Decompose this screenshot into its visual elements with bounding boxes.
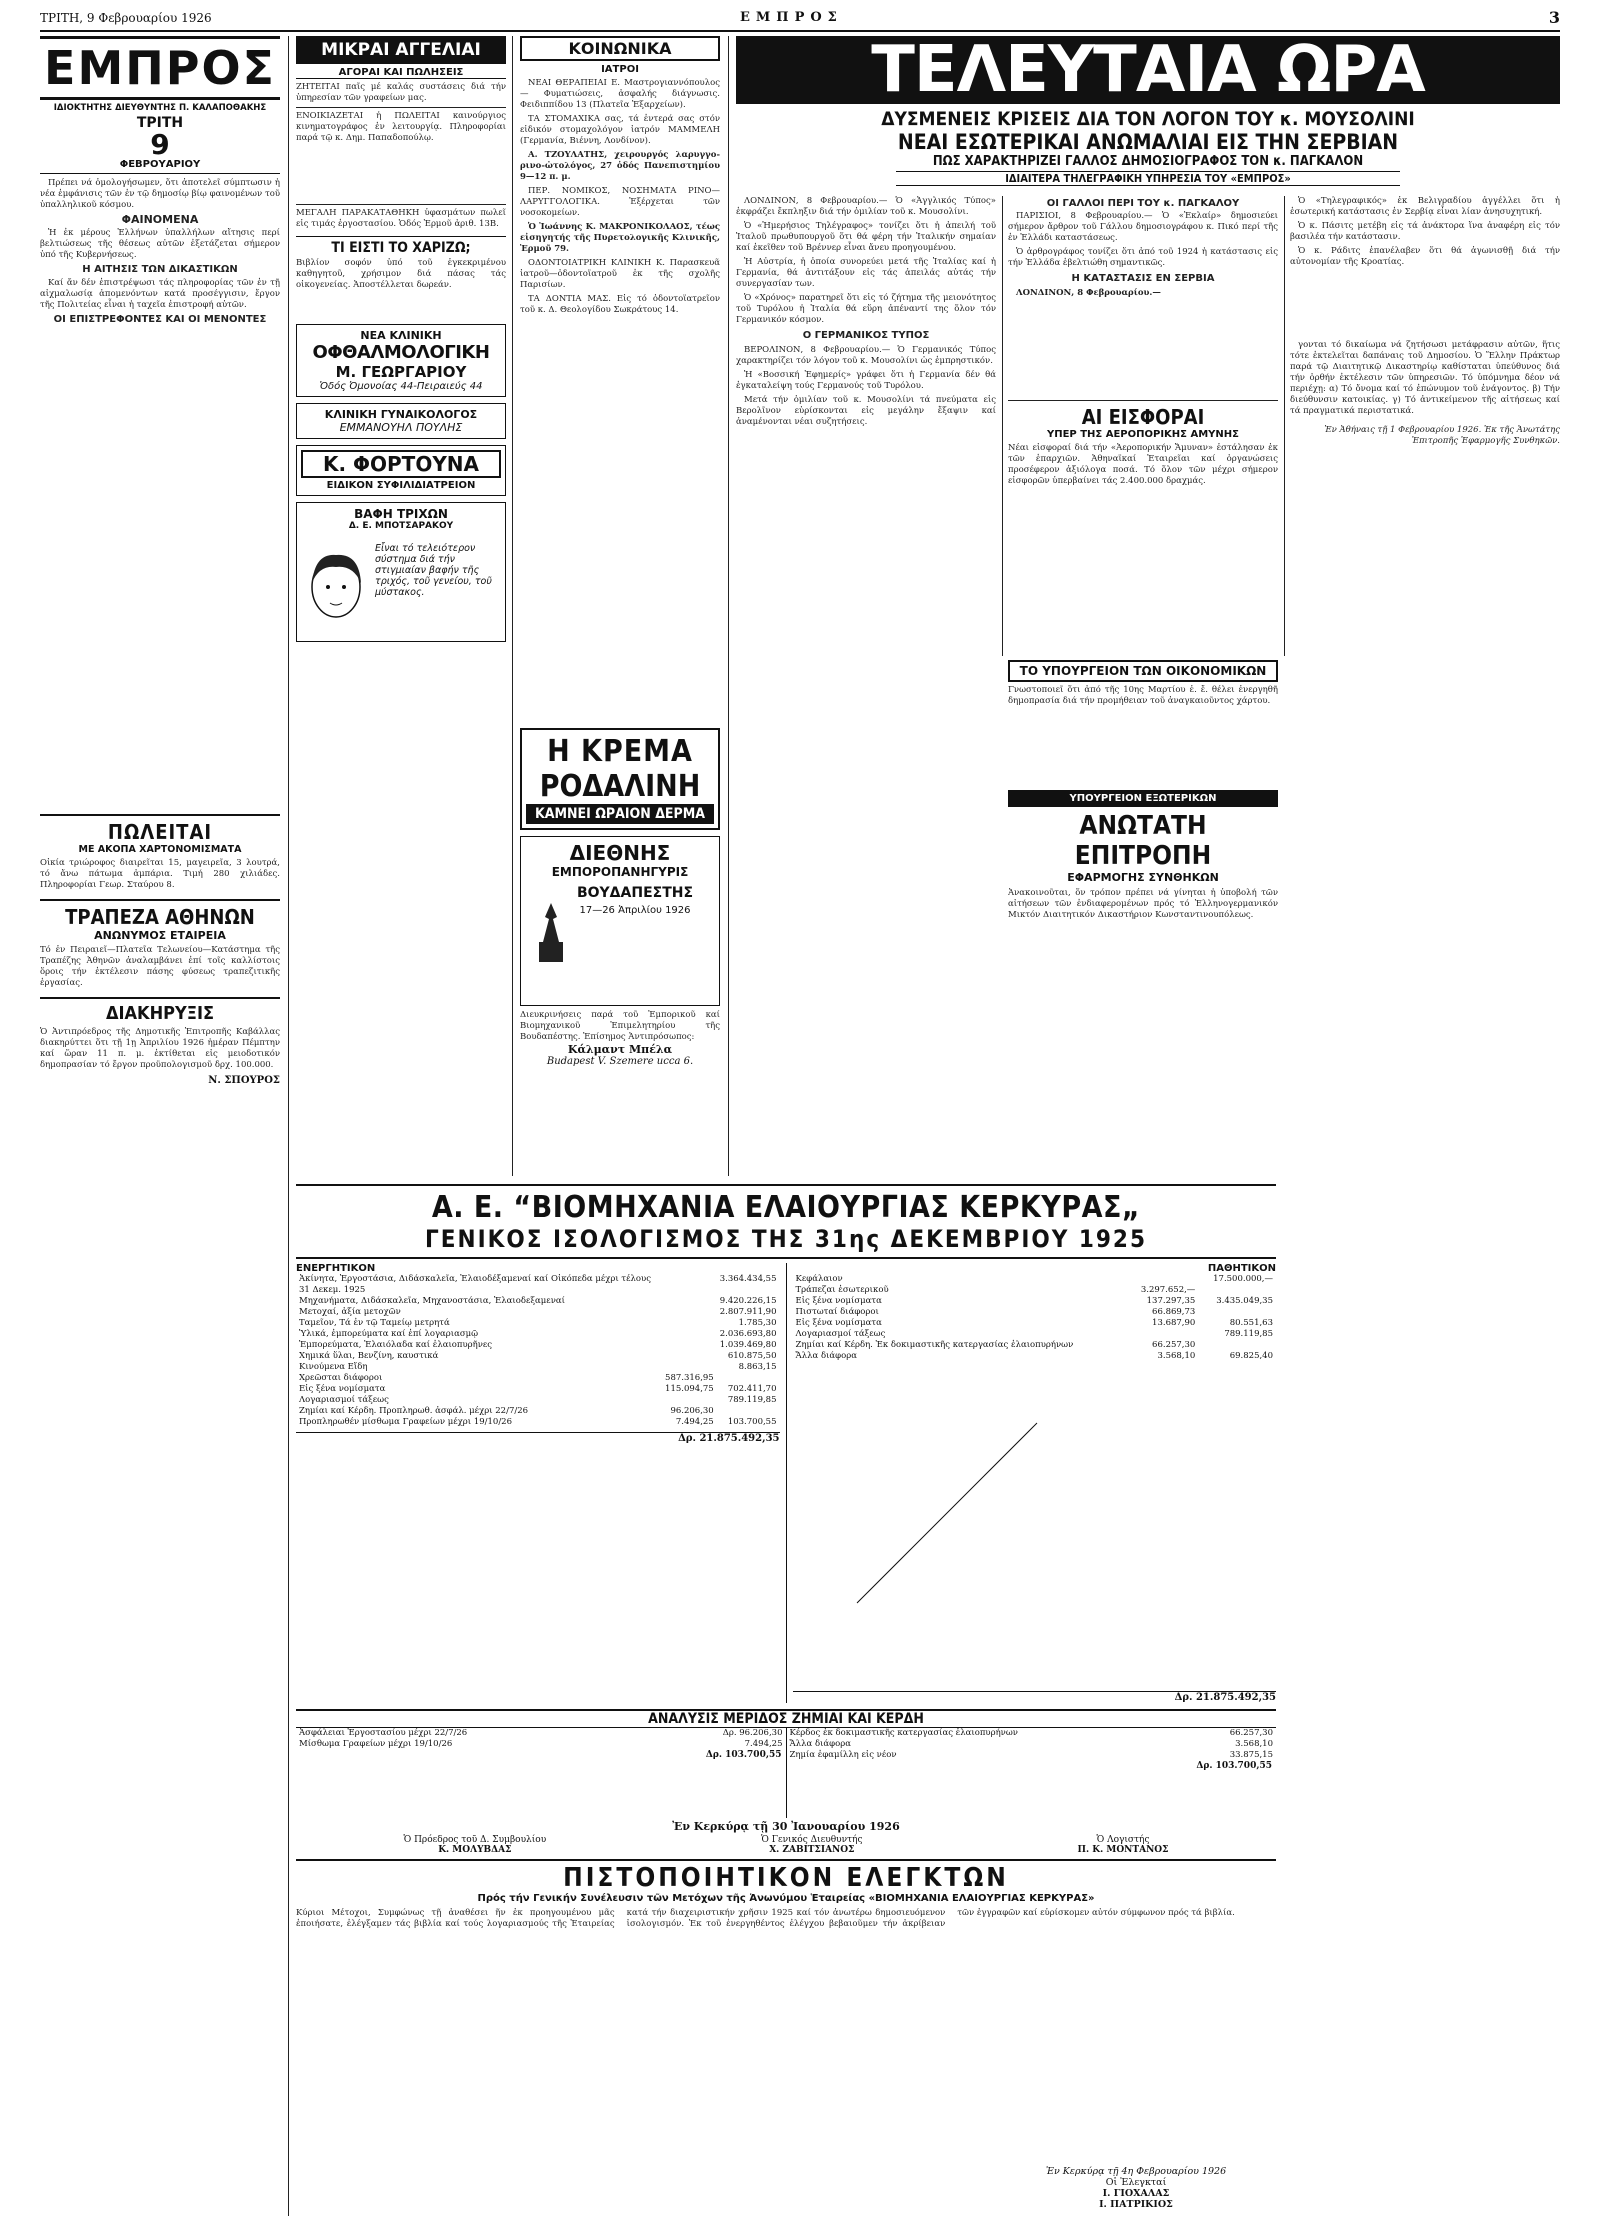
classified-item: ΕΝΟΙΚΙΑΖΕΤΑΙ ἡ ΠΩΛΕΙΤΑΙ καινούργιος κινηματογράφος ἐν λειτουργίᾳ. Πληροφορίαι παρά τῷ κ. Δημ. Παπαδοπούλῳ. — [296, 111, 506, 143]
budapest-fair-ad — [520, 836, 720, 1006]
asset-amount — [662, 1274, 717, 1296]
social-section: ΙΑΤΡΟΙ — [601, 64, 639, 75]
liability-label: Εἰς ξένα νομίσματα — [795, 1296, 882, 1306]
asset-amount: 8.863,15 — [738, 1362, 777, 1372]
page-number: 3 — [1548, 8, 1560, 27]
liability-amount: 80.551,63 — [1229, 1318, 1273, 1328]
bank-text: Τό ἐν Πειραιεῖ—Πλατεῖα Τελωνείου—Κατάστημα τῆς Τραπέζης Ἀθηνῶν ἀναλαμβάνει ἐπί τοῖς καλλίστοις ὅροις τήν ἐκτέλεσιν πάσης φύσεως τραπεζιτικῆς ἐργασίας. — [40, 945, 280, 988]
liability-amount: 17.500.000,— — [1213, 1274, 1273, 1284]
news-paragraph: ΒΕΡΟΛΙΝΟΝ, 8 Φεβρουαρίου.— Ὁ Γερμανικός Τύπος χαρακτηρίζει τόν λόγον τοῦ κ. Μουσολίνι ὡς ἐμπρηστικόν. — [736, 345, 996, 366]
right-column-text — [1290, 340, 1560, 2216]
liability-row — [793, 1340, 1277, 1351]
liability-label: Πιστωταί διάφοροι — [795, 1307, 879, 1317]
headline-serbia: ΝΕΑΙ ΕΣΩΤΕΡΙΚΑΙ ΑΝΩΜΑΛΙΑΙ ΕΙΣ ΤΗΝ ΣΕΡΒΙΑΝ — [897, 130, 1399, 154]
editorial-paragraph: Πρέπει νά ὁμολογήσωμεν, ὅτι ἀποτελεῖ σύμπτωσιν ἡ νέα ἐμφάνισις τῶν ἐν τῷ δημοσίῳ βίῳ φαινομένων τοῦ ὑπαλληλικοῦ κόσμου. — [40, 178, 280, 210]
cert-auditor: Ι. ΠΑΤΡΙΚΙΟΣ — [1099, 2199, 1173, 2210]
fair-line-1: ΔΙΕΘΝΗΣ — [569, 841, 671, 865]
analysis-right-amount: 66.257,30 — [1229, 1728, 1273, 1738]
signatory-role: Ὁ Πρόεδρος τοῦ Δ. Συμβουλίου — [403, 1835, 547, 1845]
asset-row — [296, 1362, 780, 1373]
bank-notice — [40, 899, 280, 989]
doctor-notice: ΤΑ ΔΟΝΤΙΑ ΜΑΣ. Εἰς τό ὀδοντοϊατρεῖον τοῦ κ. Δ. Θεολογίδου Σωκράτους 14. — [520, 294, 720, 315]
headline-telegraph: ΙΔΙΑΙΤΕΡΑ ΤΗΛΕΓΡΑΦΙΚΗ ΥΠΗΡΕΣΙΑ ΤΟΥ «ΕΜΠΡΟΣ» — [896, 171, 1400, 186]
news-paragraph: Ὁ «Τηλεγραφικός» ἐκ Βελιγραδίου ἀγγέλλει ὅτι ἡ ἐσωτερική κατάστασις ἐν Σερβίᾳ εἶναι λίαν ἀνησυχητική. — [1290, 196, 1560, 217]
asset-row — [296, 1274, 780, 1296]
polleitai-text: Οἰκία τριώροφος διαιρεῖται 15, μαγειρεῖα, 3 λουτρά, τό ἄνω πάτωμα ἀμπάρια. Τιμή 280 χιλιάδες. Πληροφορίαι Γεωρ. Σταύρου 8. — [40, 858, 280, 890]
liability-label: Ζημίαι καί Κέρδη. Ἐκ δοκιμαστικῆς κατεργασίας ἐλαιοπυρήνων — [795, 1340, 1074, 1350]
committee-text: Ἀνακοινοῦται, ὅν τρόπον πρέπει νά γίνηται ἡ ὑποβολή τῶν αἰτήσεων τῶν ἐνδιαφερομένων πρός τό Ἑλληνογερμανικόν Μικτόν Διαιτητικόν Δικαστήριον Κωνσταντινουπόλεως. — [1008, 888, 1278, 920]
asset-amount — [717, 1373, 780, 1384]
cert-text: Κύριοι Μέτοχοι, Συμφώνως τῇ ἀναθέσει ἥν ἐκ προηγουμένου μᾶς ἐποιήσατε, ἐλέγξαμεν τάς βιβλία καί τούς λογαριασμούς τῆς Ἑταιρείας κατά τήν διαχειριστικήν χρῆσιν 1925 καί τόν ἀνωτέρω δημοσιευόμενον ἰσολογισμόν. Ἐκ τοῦ ἐνεργηθέντος ἐλέγχου βεβαιοῦμεν τήν ἀκρίβειαν τῶν ἐγγραφῶν καί εὑρίσκομεν αὐτόν σύμφωνον πρός τά βιβλία. — [296, 1908, 1235, 1929]
analysis-right-amount: 33.875,15 — [1229, 1750, 1273, 1760]
asset-amount: 96.206,30 — [670, 1406, 714, 1416]
liability-label: Λογαριασμοί τάξεως — [795, 1329, 886, 1339]
signatory-role: Ὁ Γενικός Διευθυντής — [761, 1835, 863, 1845]
dye-brand: Δ. Ε. ΜΠΟΤΣΑΡΑΚΟΥ — [348, 521, 454, 531]
liabilities-table — [793, 1274, 1277, 1362]
cert-auditors-label: Οἱ Ἐλεγκταί — [1105, 2177, 1167, 2188]
asset-label: Ὑλικά, ἐμπορεύματα καί ἐπί λογαριασμῷ — [299, 1329, 479, 1339]
liability-row — [793, 1307, 1277, 1318]
corfu-title: Α. Ε. “ΒΙΟΜΗΧΑΝΙΑ ΕΛΑΙΟΥΡΓΙΑΣ ΚΕΡΚΥΡΑΣ„ — [296, 1184, 1276, 1225]
liability-amount: 69.825,40 — [1229, 1351, 1273, 1361]
editorial-paragraph: Καί ἄν δέν ἐπιστρέψωσι τάς πληροφορίας τῶν ἐν τῇ αἰχμαλωσίᾳ ἀπομενόντων κατά προσέγγισιν, ἔργον τῆς Πολιτείας εἶναι ἡ ταχεῖα ἐπιστροφή αὐτῶν. — [40, 278, 280, 310]
paper-name: ΕΜΠΡΟΣ — [740, 10, 843, 25]
masthead-month: ΦΕΒΡΟΥΑΡΙΟΥ — [40, 159, 280, 174]
signatory — [761, 1835, 862, 1855]
news-col-3 — [1290, 196, 1560, 326]
liability-amount — [1198, 1285, 1276, 1296]
classified-item: ΜΕΓΑΛΗ ΠΑΡΑΚΑΤΑΘΗΚΗ ὑφασμάτων πωλεῖ εἰς τιμάς ἐργοστασίου. Ὁδός Ἑρμοῦ ἀριθ. 13Β. — [296, 208, 506, 229]
social-title: ΚΟΙΝΩΝΙΚΑ — [520, 36, 720, 61]
liability-amount: 3.568,10 — [1157, 1351, 1196, 1361]
maternity-title: ΚΛΙΝΙΚΗ ΓΥΝΑΙΚΟΛΟΓΟΣ — [324, 408, 478, 421]
editorial — [40, 178, 280, 808]
serbia-dateline: ΛΟΝΔΙΝΟΝ, 8 Φεβρουαρίου.— — [1016, 288, 1161, 298]
finance-title: ΤΟ ΥΠΟΥΡΓΕΙΟΝ ΤΩΝ ΟΙΚΟΝΟΜΙΚΩΝ — [1008, 660, 1278, 682]
issue-date: ΤΡΙΤΗ, 9 Φεβρουαρίου 1926 — [40, 11, 212, 25]
news-col-1 — [736, 196, 996, 656]
dye-title: ΒΑΦΗ ΤΡΙΧΩΝ — [354, 507, 448, 521]
clinic-doctor: Μ. ΓΕΩΡΓΑΡΙΟΥ — [335, 363, 467, 381]
asset-amount — [717, 1406, 780, 1417]
asset-row — [296, 1384, 780, 1395]
asset-row — [296, 1406, 780, 1417]
running-header — [40, 8, 1560, 32]
asset-amount — [662, 1329, 717, 1340]
german-press-subhead: Ο ΓΕΡΜΑΝΙΚΟΣ ΤΥΠΟΣ — [802, 330, 930, 341]
asset-label: Εἰς ξένα νομίσματα — [299, 1384, 386, 1394]
asset-label: Ζημίαι καί Κέρδη. Προπληρωθ. ἀσφάλ. μέχρι 22/7/26 — [299, 1406, 529, 1416]
divider — [296, 204, 506, 205]
assets-label: ΕΝΕΡΓΗΤΙΚΟΝ — [296, 1263, 376, 1274]
editor-line: ΙΔΙΟΚΤΗΤΗΣ ΔΙΕΥΘΥΝΤΗΣ Π. ΚΑΛΑΠΟΘΑΚΗΣ — [53, 103, 267, 113]
liability-amount — [1127, 1274, 1198, 1285]
analysis-right-row — [787, 1739, 1277, 1750]
signatory-name: Χ. ΖΑΒΙΤΣΙΑΝΟΣ — [769, 1845, 855, 1855]
asset-amount: 2.807.911,90 — [719, 1307, 777, 1317]
asset-amount — [662, 1340, 717, 1351]
masthead-day: ΤΡΙΤΗ — [136, 115, 184, 131]
doctor-notice: Α. ΤΖΟΥΛΑΤΗΣ, χειρουργός λαρυγγο-ρινο-ὠτολόγος, 27 ὁδός Πανεπιστημίου 9—12 π. μ. — [520, 150, 720, 182]
liabilities-side — [787, 1263, 1277, 1703]
asset-row — [296, 1307, 780, 1318]
analysis-right-label: Ζημία ἐφαμίλλη εἰς νέον — [789, 1750, 897, 1760]
cert-date: Ἐν Κερκύρᾳ τῇ 4η Φεβρουαρίου 1926 — [1045, 2166, 1227, 2177]
asset-row — [296, 1340, 780, 1351]
fortouna-sub: ΕΙΔΙΚΟΝ ΣΥΦΙΛΙΔΙΑΤΡΕΙΟΝ — [326, 480, 476, 491]
analysis-left-amount: 7.494,25 — [744, 1739, 783, 1749]
asset-amount — [662, 1395, 717, 1406]
asset-row — [296, 1351, 780, 1362]
cert-to: Πρός τήν Γενικήν Συνέλευσιν τῶν Μετόχων τῆς Ἀνωνύμου Ἑταιρείας «ΒΙΟΜΗΧΑΝΙΑ ΕΛΑΙΟΥΡΓΙΑΣ ΚΕΡΚΥΡΑΣ» — [477, 1893, 1095, 1904]
analysis-left-label: Ἀσφάλειαι Ἐργοστασίου μέχρι 22/7/26 — [299, 1728, 468, 1738]
asset-amount: 587.316,95 — [665, 1373, 714, 1383]
gift-title: ΤΙ ΕΙΣΤΙ ΤΟ ΧΑΡΙΖΩ; — [296, 236, 506, 256]
asset-row — [296, 1373, 780, 1384]
liability-amount — [1198, 1307, 1276, 1318]
asset-amount: 9.420.226,15 — [719, 1296, 777, 1306]
news-paragraph: Ὁ ἀρθρογράφος τονίζει ὅτι ἀπό τοῦ 1924 ἡ κατάστασις εἰς τήν Ἑλλάδα ἐβελτιώθη σημαντικῶς. — [1008, 247, 1278, 268]
news-paragraph: Ὁ «Χρόνος» παρατηρεῖ ὅτι εἰς τό ζήτημα τῆς μειονότητος τοῦ Τυρόλου ἡ Ἰταλία θά εὕρη ἀπέναντί της ὅλον τόν Γερμανικόν κόσμον. — [736, 293, 996, 325]
classified-item: ΖΗΤΕΙΤΑΙ παῖς μέ καλάς συστάσεις διά τήν ὑπηρεσίαν τῶν γραφείων μας. — [296, 82, 506, 103]
news-paragraph: Ὁ κ. Πάσιτς μετέβη εἰς τά ἀνάκτορα ἵνα ἀναφέρη εἰς τόν βασιλέα τήν κατάστασιν. — [1290, 221, 1560, 242]
asset-amount — [662, 1362, 717, 1373]
asset-amount: 115.094,75 — [665, 1384, 714, 1394]
committee-title: ΑΝΩΤΑΤΗ ΕΠΙΤΡΟΠΗ — [1074, 811, 1212, 871]
asset-amount — [662, 1351, 717, 1362]
assets-table — [296, 1274, 780, 1428]
headline-mussolini: ΔΥΣΜΕΝΕΙΣ ΚΡΙΣΕΙΣ ΔΙΑ ΤΟΝ ΛΟΓΟΝ ΤΟΥ κ. ΜΟΥΣΟΛΙΝΙ — [881, 108, 1415, 130]
cream-line-1: Η ΚΡΕΜΑ — [547, 734, 693, 769]
assets-side — [296, 1263, 787, 1703]
news-paragraph: Ἡ Αὐστρία, ἡ ὁποία συνορεύει μετά τῆς Ἰταλίας καί ἡ Γερμανία, θά ἀντιτάξουν εἰς τάς ἀπειλάς αὐτάς τήν συνεργασίαν των. — [736, 257, 996, 289]
liabilities-total: Δρ. 21.875.492,35 — [793, 1691, 1277, 1703]
editorial-subhead: ΟΙ ΕΠΙΣΤΡΕΦΟΝΤΕΣ ΚΑΙ ΟΙ ΜΕΝΟΝΤΕΣ — [53, 314, 267, 325]
analysis-right-row — [787, 1728, 1277, 1739]
liability-row — [793, 1296, 1277, 1307]
aviation-subtitle: ΥΠΕΡ ΤΗΣ ΑΕΡΟΠΟΡΙΚΗΣ ΑΜΥΝΗΣ — [1046, 429, 1239, 440]
news-paragraph: Ὁ «Ἡμερήσιος Τηλέγραφος» τονίζει ὅτι ἡ ἀπειλή τοῦ Ἰταλοῦ πρωθυπουργοῦ ὅτι θά φέρη τήν Ἰταλικήν σημαίαν καί ἐκεῖθεν τοῦ Βρέννερ εἶναι ἄνευ προηγουμένου. — [736, 221, 996, 253]
liability-row — [793, 1329, 1277, 1340]
bank-subtitle: ΑΝΩΝΥΜΟΣ ΕΤΑΙΡΕΙΑ — [94, 929, 226, 942]
asset-label: Μηχανήματα, Διδάσκαλεῖα, Μηχανοστάσια, Ἐλαιοδεξαμεναί — [299, 1296, 565, 1306]
asset-label: Χρεῶσται διάφοροι — [299, 1373, 383, 1383]
cert-signature-block — [1006, 2166, 1266, 2210]
asset-amount — [662, 1307, 717, 1318]
doctor-notice: ΝΕΑΙ ΘΕΡΑΠΕΙΑΙ Ε. Μαστρογιαννόπουλος — Φυματιώσεις, ἀσφαλής διάγνωσις. Φειδιππίδου 13 (Πλατεῖα Ἐξαρχείων). — [520, 78, 720, 110]
finance-ministry-notice — [1008, 660, 1278, 780]
liability-amount: 3.435.049,35 — [1216, 1296, 1273, 1306]
eye-clinic-ad — [296, 324, 506, 397]
liability-label: Τράπεζαι ἐσωτερικοῦ — [795, 1285, 889, 1295]
clinic-address: Ὁδός Ὀμονοίας 44-Πειραιεύς 44 — [319, 381, 483, 392]
analysis-tables — [296, 1728, 1276, 1818]
liability-amount: 137.297,35 — [1146, 1296, 1196, 1306]
social-column — [520, 36, 720, 1176]
asset-amount — [662, 1296, 717, 1307]
diakiryxis-notice — [40, 997, 280, 1086]
analysis-left-amount: Δρ. 96.206,30 — [722, 1728, 783, 1738]
signatory-name: Π. Κ. ΜΟΝΤΑΝΟΣ — [1077, 1845, 1169, 1855]
cert-auditor: Ι. ΓΙΟΧΑΛΑΣ — [1102, 2188, 1170, 2199]
asset-label: Λογαριασμοί τάξεως — [299, 1395, 389, 1405]
committee-box: ΥΠΟΥΡΓΕΙΟΝ ΕΞΩΤΕΡΙΚΩΝ — [1008, 790, 1278, 807]
liability-label: Εἰς ξένα νομίσματα — [795, 1318, 882, 1328]
asset-row — [296, 1329, 780, 1340]
headline-pangalos: ΠΩΣ ΧΑΡΑΚΤΗΡΙΖΕΙ ΓΑΛΛΟΣ ΔΗΜΟΣΙΟΓΡΑΦΟΣ ΤΟΝ κ. ΠΑΓΚΑΛΟΝ — [932, 154, 1364, 169]
signatories — [296, 1835, 1276, 1855]
balance-filler-line — [847, 1413, 1047, 1613]
asset-amount: 3.364.434,55 — [719, 1274, 777, 1284]
asset-label: Ἀκίνητα, Ἐργοστάσια, Διδάσκαλεῖα, Ἐλαιοδέξαμεναί καί Οἰκόπεδα μέχρι τέλους 31 Δεκεμ. 1925 — [299, 1274, 651, 1295]
cream-line-2: ΡΟΔΑΛΙΝΗ — [539, 769, 701, 804]
asset-row — [296, 1417, 780, 1428]
budapest-address: Budapest V. Szemere ucca 6. — [546, 1056, 694, 1067]
analysis-left — [296, 1728, 787, 1818]
analysis-right-row — [787, 1750, 1277, 1761]
continuation-text: γονται τό δικαίωμα νά ζητήσωσι μετάφρασιν αὐτῶν, ἥτις τότε ἐκτελεῖται δαπάναις τοῦ Δημοσίου. Ὁ Ἕλλην Πράκτωρ παρά τῷ Διαιτητικῷ Δικαστηρίῳ καθίσταται ὑπεύθυνος διά τήν ὀρθήν ἐκτέλεσιν τῶν ὑπηρεσιῶν. Τό ὑπόμνημα δέον νά περιέχῃ: α) Τό ὄνομα καί τό ἐπώνυμον τοῦ ἐνάγοντος. β) Τήν διεύθυνσιν κατοικίας. γ) Τό ἀντικείμενον τῆς αἰτήσεως καί τά πραγματικά περιστατικά. — [1290, 340, 1560, 416]
budapest-info: Διευκρινήσεις παρά τοῦ Ἐμπορικοῦ καί Βιομηχανικοῦ Ἐπιμελητηρίου τῆς Βουδαπέστης. Ἐπίσημος Ἀντιπρόσωπος: — [520, 1010, 720, 1042]
polleitai-title: ΠΩΛΕΙΤΑΙ — [107, 820, 213, 844]
signatory-role: Ὁ Λογιστής — [1096, 1835, 1150, 1845]
statue-illustration — [531, 897, 571, 967]
fortouna-ad — [296, 445, 506, 496]
liability-amount: 789.119,85 — [1224, 1329, 1273, 1339]
news-paragraph: ΠΑΡΙΣΙΟΙ, 8 Φεβρουαρίου.— Ὁ «Ἐκλαίρ» δημοσιεύει σήμερον ἄρθρον τοῦ Γάλλου δημοσιογράφου κ. Πικό περί τῆς ἐν Ἑλλάδι καταστάσεως. — [1008, 211, 1278, 243]
analysis-left-row — [296, 1728, 786, 1739]
last-hour-banner: ΤΕΛΕΥΤΑΙΑ ΩΡΑ — [736, 36, 1560, 104]
diakiryxis-text: Ὁ Ἀντιπρόεδρος τῆς Δημοτικῆς Ἐπιτροπῆς Καβάλλας διακηρύττει ὅτι τῇ 1ῃ Ἀπριλίου 1926 ἡμέραν Πέμπτην καί ὥραν 11 π. μ. ἐκτίθεται εἰς μειοδοτικόν δημοπρασίαν τό ἔργον προϋπολογισμοῦ δρχ. 100.000. — [40, 1027, 280, 1070]
doctor-notice: ΟΔΟΝΤΟΙΑΤΡΙΚΗ ΚΛΙΝΙΚΗ Κ. Παρασκευᾶ ἰατροῦ—ὀδοντοϊατροῦ ἐκ τῆς σχολῆς Παρισίων. — [520, 258, 720, 290]
liability-amount — [1127, 1329, 1198, 1340]
asset-amount: 7.494,25 — [675, 1417, 714, 1427]
liability-amount: 66.257,30 — [1152, 1340, 1196, 1350]
bank-title: ΤΡΑΠΕΖΑ ΑΘΗΝΩΝ — [65, 905, 255, 929]
liability-row — [793, 1285, 1277, 1296]
diakiryxis-signature: Ν. ΣΠΟΥΡΟΣ — [208, 1075, 280, 1086]
continuation-closing: Ἐν Ἀθήναις τῇ 1 Φεβρουαρίου 1926. Ἐκ τῆς Ἀνωτάτης Ἐπιτροπῆς Ἐφαρμογῆς Συνθηκῶν. — [1324, 425, 1560, 446]
liability-amount — [1198, 1340, 1276, 1351]
hair-dye-ad — [296, 502, 506, 642]
fair-line-2: ΕΜΠΟΡΟΠΑΝΗΓΥΡΙΣ — [551, 865, 689, 879]
divider — [1008, 400, 1278, 401]
news-paragraph: Ὁ κ. Ράδιτς ἐπανέλαβεν ὅτι θά ἀγωνισθῇ διά τήν αὐτονομίαν τῆς Κροατίας. — [1290, 246, 1560, 267]
column-rule — [728, 36, 729, 1176]
maternity-ad — [296, 403, 506, 439]
liability-row — [793, 1351, 1277, 1362]
clinic-top: ΝΕΑ ΚΛΙΝΙΚΗ — [360, 329, 442, 342]
divider — [296, 107, 506, 108]
asset-amount: 1.785,30 — [738, 1318, 777, 1328]
analysis-right — [787, 1728, 1277, 1818]
analysis-left-row — [296, 1739, 786, 1750]
fair-line-3: ΒΟΥΔΑΠΕΣΤΗΣ — [576, 885, 694, 901]
analysis-right-amount: 3.568,10 — [1235, 1739, 1273, 1749]
masthead: ΕΜΠΡΟΣ — [40, 36, 280, 100]
analysis-left-label: Μίσθωμα Γραφείων μέχρι 19/10/26 — [299, 1739, 453, 1749]
analysis-title: ΑΝΑΛΥΣΙΣ ΜΕΡΙΔΟΣ ΖΗΜΙΑΙ ΚΑΙ ΚΕΡΔΗ — [296, 1709, 1276, 1728]
corfu-balance-notice — [296, 1184, 1276, 2216]
liability-amount: 3.297.652,— — [1140, 1285, 1196, 1295]
asset-amount — [662, 1318, 717, 1329]
doctor-notice: Ὁ Ἰωάννης Κ. ΜΑΚΡΟΝΙΚΟΛΑΟΣ, τέως εἰσηγητής τῆς Πυρετολογικῆς Κλινικῆς, Ἐρμοῦ 79. — [520, 222, 720, 254]
asset-label: Ταμεῖον, Τά ἐν τῷ Ταμείῳ μετρητά — [299, 1318, 450, 1328]
asset-amount: 789.119,85 — [727, 1395, 777, 1405]
balance-tables — [296, 1263, 1276, 1703]
analysis-left-total: Δρ. 103.700,55 — [705, 1750, 782, 1760]
corfu-date: Ἐν Κερκύρᾳ τῇ 30 Ἰανουαρίου 1926 — [672, 1820, 900, 1833]
fair-line-4: 17—26 Ἀπριλίου 1926 — [579, 905, 691, 916]
asset-amount: 1.039.469,80 — [719, 1340, 777, 1350]
polleitai-subtitle: ΜΕ ΑΚΟΠΑ ΧΑΡΤΟΝΟΜΙΣΜΑΤΑ — [78, 844, 242, 855]
top-news-header — [736, 33, 1560, 186]
aviation-title: ΑΙ ΕΙΣΦΟΡΑΙ — [1081, 405, 1205, 429]
maternity-name: ΕΜΜΑΝΟΥΗΛ ΠΟΥΛΗΣ — [339, 421, 463, 434]
assets-total: Δρ. 21.875.492,35 — [296, 1432, 780, 1444]
classifieds-title: ΜΙΚΡΑΙ ΑΓΓΕΛΙΑΙ — [296, 36, 506, 64]
liability-amount: 66.869,73 — [1152, 1307, 1196, 1317]
asset-label: Προπληρωθέν μίσθωμα Γραφείων μέχρι 19/10/26 — [299, 1417, 512, 1427]
committee-subtitle: ΕΦΑΡΜΟΓΗΣ ΣΥΝΘΗΚΩΝ — [1067, 871, 1219, 884]
editorial-subhead: ΦΑΙΝΟΜΕΝΑ — [121, 213, 199, 226]
left-column — [40, 36, 280, 2216]
liabilities-label: ΠΑΘΗΤΙΚΟΝ — [1207, 1263, 1276, 1274]
doctor-notice: ΠΕΡ. ΝΟΜΙΚΟΣ, ΝΟΣΗΜΑΤΑ ΡΙΝΟ—ΛΑΡΥΓΓΟΛΟΓΙΚΑ. Ἐξέρχεται τῶν νοσοκομείων. — [520, 186, 720, 218]
cert-title: ΠΙΣΤΟΠΟΙΗΤΙΚΟΝ ΕΛΕΓΚΤΩΝ — [296, 1859, 1276, 1893]
news-paragraph: Μετά τήν ὁμιλίαν τοῦ κ. Μουσολίνι τά πνεύματα εἰς Βερολῖνον εὑρίσκονται εἰς μεγάλην ἔξαψιν καί ἀναμένονται νέαι συζητήσεις. — [736, 395, 996, 427]
asset-label: Χημικά ὕλαι, Βενζίνη, καυστικά — [299, 1351, 439, 1361]
doctors-list — [520, 78, 720, 728]
asset-amount: 610.875,50 — [727, 1351, 777, 1361]
classifieds-section: ΑΓΟΡΑΙ ΚΑΙ ΠΩΛΗΣΕΙΣ — [296, 67, 506, 79]
asset-label: Ἐμπορεύματα, Ἐλαιόλαδα καί ἐλαιοπυρῆνες — [299, 1340, 493, 1350]
liability-label: Κεφάλαιον — [795, 1274, 843, 1284]
masthead-date: 9 — [150, 128, 170, 161]
doctor-notice: ΤΑ ΣΤΟΜΑΧΙΚΑ σας, τά ἐντερά σας στόν εἰδικόν στομαχολόγον ἰατρόν ΜΑΜΜΕΛΗ (Γερμανία, Βιέννη, Λονδίνον). — [520, 114, 720, 146]
asset-amount: 2.036.693,80 — [719, 1329, 777, 1339]
analysis-right-label: Κέρδος ἐκ δοκιμαστικῆς κατεργασίας ἐλαιοπυρήνων — [789, 1728, 1018, 1738]
diakiryxis-title: ΔΙΑΚΗΡΥΞΙΣ — [105, 1003, 215, 1024]
signatory — [403, 1835, 546, 1855]
column-rule — [1284, 196, 1285, 656]
french-subhead: ΟΙ ΓΑΛΛΟΙ ΠΕΡΙ ΤΟΥ κ. ΠΑΓΚΑΛΟΥ — [1046, 198, 1240, 209]
cream-line-3: ΚΑΜΝΕΙ ΩΡΑΙΟΝ ΔΕΡΜΑ — [526, 804, 714, 824]
column-rule — [288, 36, 289, 2216]
analysis-right-total: Δρ. 103.700,55 — [1196, 1761, 1272, 1771]
classifieds-column — [296, 36, 506, 1176]
aviation-article — [1008, 400, 1278, 650]
polleitai-notice — [40, 814, 280, 891]
asset-amount: 702.411,70 — [727, 1384, 777, 1394]
signatory — [1078, 1835, 1169, 1855]
liability-amount: 13.687,90 — [1152, 1318, 1196, 1328]
corfu-subtitle: ΓΕΝΙΚΟΣ ΙΣΟΛΟΓΙΣΜΟΣ ΤΗΣ 31ης ΔΕΚΕΜΒΡΙΟΥ 1925 — [296, 1225, 1276, 1259]
liability-row — [793, 1274, 1277, 1285]
woman-portrait-illustration — [301, 543, 371, 627]
dye-text: Εἶναι τό τελειότερον σύστημα διά τήν στιγμιαίαν βαφήν τῆς τριχός, τοῦ γενείου, τοῦ μύστακος. — [375, 543, 492, 598]
committee-notice — [1008, 790, 1278, 1190]
news-paragraph: Ἡ «Βοσσική Ἐφημερίς» γράφει ὅτι ἡ Γερμανία δέν θά ἐγκαταλείψη τούς Γερμανούς τοῦ Τυρόλου. — [736, 370, 996, 391]
liability-row — [793, 1318, 1277, 1329]
editorial-subhead: Η ΑΙΤΗΣΙΣ ΤΩΝ ΔΙΚΑΣΤΙΚΩΝ — [82, 264, 238, 275]
column-rule — [512, 36, 513, 1176]
asset-row — [296, 1296, 780, 1307]
serbia-subhead: Η ΚΑΤΑΣΤΑΣΙΣ ΕΝ ΣΕΡΒΙΑ — [1071, 273, 1215, 284]
asset-label: Κινούμενα Εἴδη — [299, 1362, 368, 1372]
editorial-paragraph: Ἡ ἐκ μέρους Ἑλλήνων ὑπαλλήλων αἴτησις περί βελτιώσεως τῆς θέσεως αὐτῶν ἐξετάζεται σήμερον ὑπό τῆς Κυβερνήσεως. — [40, 228, 280, 260]
news-paragraph: ΛΟΝΔΙΝΟΝ, 8 Φεβρουαρίου.— Ὁ «Ἀγγλικός Τύπος» ἐκφράζει ἔκπληξιν διά τήν ὁμιλίαν τοῦ κ. Μουσολίνι. — [736, 196, 996, 217]
cream-ad — [520, 728, 720, 830]
asset-row — [296, 1395, 780, 1406]
analysis-right-label: Ἄλλα διάφορα — [789, 1739, 851, 1749]
gift-text: Βιβλίον σοφόν ὑπό τοῦ ἐγκεκριμένου καθηγητοῦ, χρήσιμον διά πάσας τάς οἰκογενείας. Ἀποστέλλεται δωρεάν. — [296, 258, 506, 290]
asset-row — [296, 1318, 780, 1329]
asset-amount: 103.700,55 — [727, 1417, 777, 1427]
liability-label: Ἄλλα διάφορα — [795, 1351, 857, 1361]
finance-text: Γνωστοποιεῖ ὅτι ἀπό τῆς 10ης Μαρτίου ἐ. ἔ. θέλει ἐνεργηθῆ δημοπρασία διά τήν προμήθειαν τοῦ ἀναγκαιοῦντος χάρτου. — [1008, 685, 1278, 706]
fortouna-name: Κ. ΦΟΡΤΟΥΝΑ — [301, 450, 501, 478]
aviation-text: Νέαι εἰσφοραί διά τήν «Ἀεροπορικήν Ἄμυναν» ἐστάλησαν ἐκ τῶν ἐπαρχιῶν. Ἀθηναϊκαί Ἑταιρεῖαι καί ὀργανώσεις προσέφερον ἀξιόλογα ποσά. Τό ὅλον τῶν μέχρι σήμερον εἰσφορῶν ὑπερβαίνει τάς 2.400.000 δραχμάς. — [1008, 443, 1278, 486]
column-rule — [1002, 196, 1003, 656]
budapest-rep: Κάλμαντ Μπέλα — [567, 1043, 673, 1056]
clinic-main: ΟΦΘΑΛΜΟΛΟΓΙΚΗ — [312, 342, 490, 363]
asset-label: Μετοχαί, ἀξία μετοχῶν — [299, 1307, 401, 1317]
signatory-name: Κ. ΜΟΛΥΒΔΑΣ — [438, 1845, 512, 1855]
